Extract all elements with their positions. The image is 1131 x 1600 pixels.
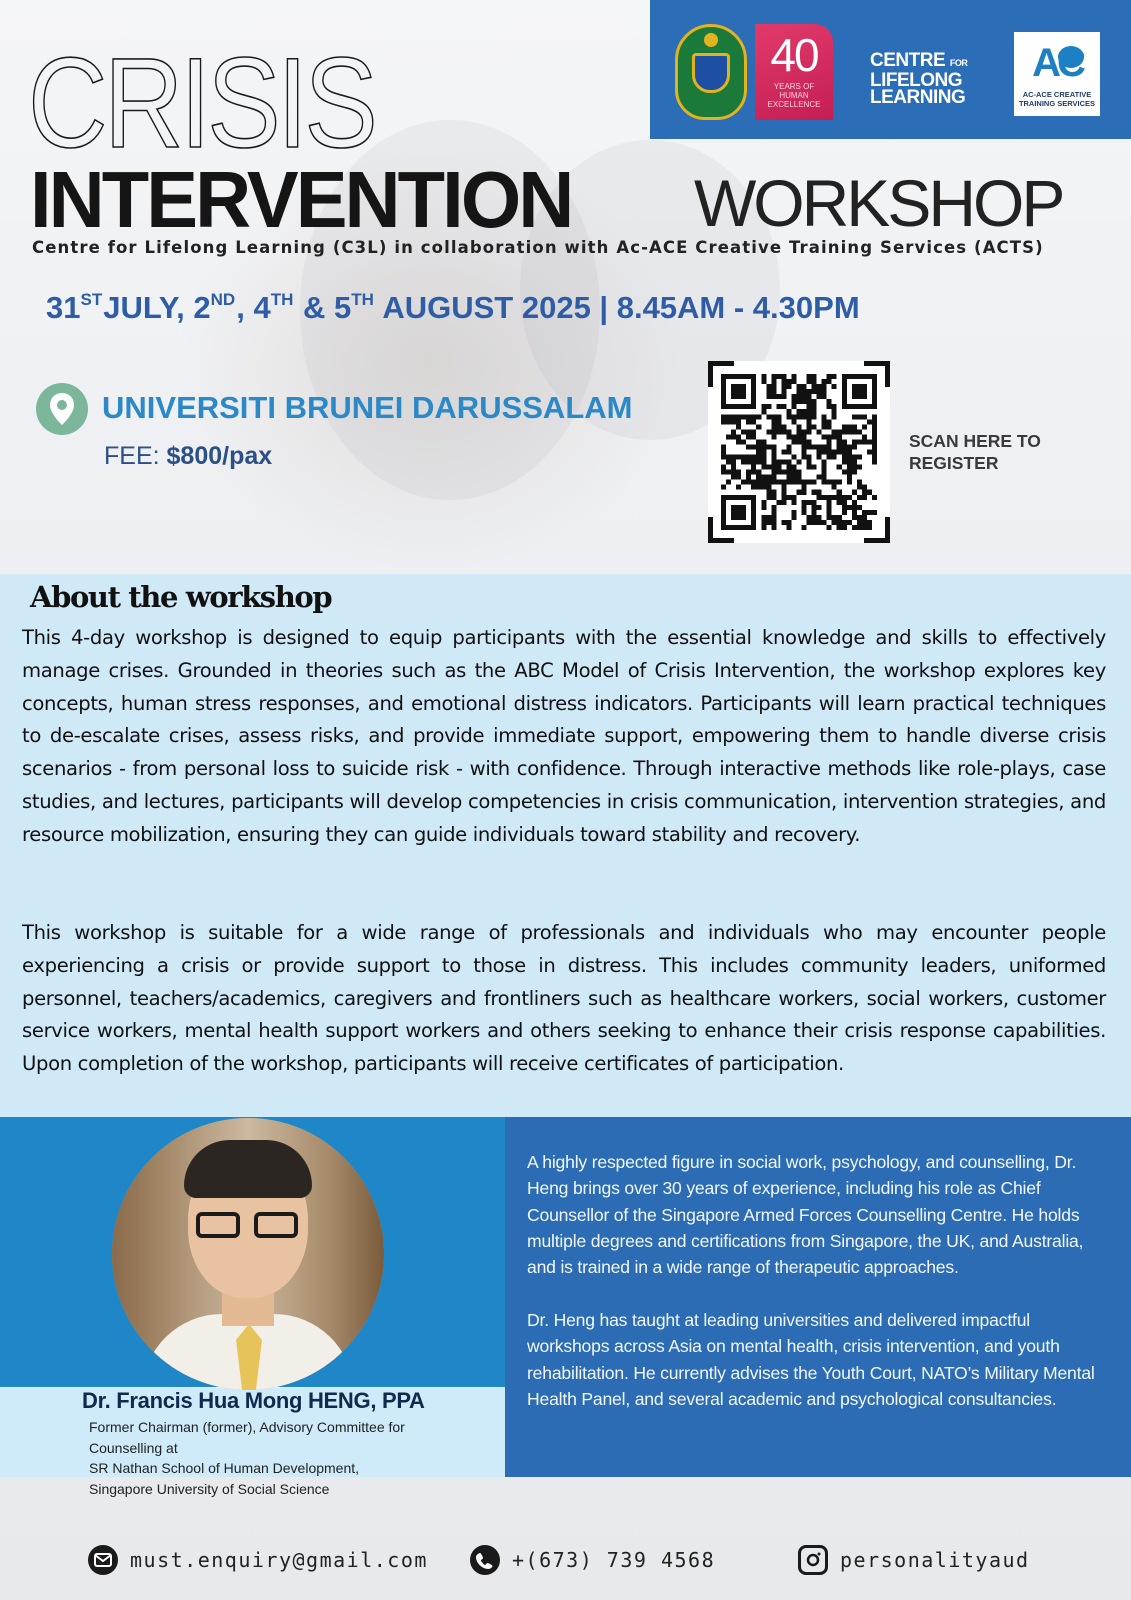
mail-icon [88, 1545, 118, 1575]
contact-phone[interactable]: +(673) 739 4568 [470, 1540, 715, 1580]
title-intervention: INTERVENTION [30, 155, 572, 244]
speaker-bio-2: Dr. Heng has taught at leading universities and delivered impactful workshops across Asia on mental health, crisis intervention, and youth rehabilitation. He currently advises the Youth Court, NATO’s Military Mental Health Panel, and several academic and psychological consultancies. [527, 1310, 1095, 1409]
scan-to-register-label: SCAN HERE TO REGISTER [909, 431, 1041, 473]
speaker-bio-1: A highly respected figure in social work, psychology, and counselling, Dr. Heng brings over 30 years of experience, including his role as Chief Counsellor of the Singapore Armed Forces Counselling Centre. He holds multiple degrees and certifications from Singapore, the UK, and Australia, and is trained in a wide range of therapeutic approaches. [527, 1152, 1084, 1278]
qr-code[interactable] [708, 361, 890, 543]
speaker-role: Former Chairman (former), Advisory Committee for Counselling at SR Nathan School of Human Development, Singapore University of Social Science [89, 1419, 405, 1497]
logo-bar [650, 0, 1131, 139]
venue: UNIVERSITI BRUNEI DARUSSALAM [102, 390, 633, 425]
subtitle: Centre for Lifelong Learning (C3L) in collaboration with Ac-ACE Creative Training Services (ACTS) [32, 238, 1044, 257]
speaker-name: Dr. Francis Hua Mong HENG, PPA [82, 1388, 425, 1413]
location-pin-icon [36, 383, 88, 435]
title-crisis: CRISIS [28, 32, 375, 175]
about-paragraph-1: This 4-day workshop is designed to equip participants with the essential knowledge and skills to effectively manage crises. Grounded in theories such as the ABC Model of Crisis Intervention, the workshop explores key concepts, human stress responses, and emotional distress indicators. Participants will learn practical techniques to de-escalate crises, assess risks, and provide immediate support, empowering them to handle diverse crisis scenarios - from personal loss to suicide risk - with confidence. Through interactive methods like role-plays, case studies, and lectures, participants will develop competencies in crisis communication, intervention strategies, and resource mobilization, ensuring they can guide individuals toward stability and recovery. [22, 626, 1106, 846]
instagram-icon [798, 1545, 828, 1575]
contact-email[interactable]: must.enquiry@gmail.com [88, 1540, 428, 1580]
fee: FEE: $800/pax [104, 442, 273, 470]
phone-icon [470, 1545, 500, 1575]
contact-instagram[interactable]: personalityaud [798, 1540, 1030, 1580]
event-dates: 31STJULY, 2ND, 4TH & 5TH AUGUST 2025 | 8.45AM - 4.30PM [46, 290, 860, 325]
centre-lifelong-learning-logo: CENTRE FOR LIFELONG LEARNING [870, 50, 968, 108]
about-section [0, 574, 1131, 1117]
about-paragraph-2: This workshop is suitable for a wide range of professionals and individuals who may encounter people experiencing a crisis or provide support to those in distress. This includes community leaders, uniformed personnel, teachers/academics, caregivers and frontliners such as healthcare workers, social workers, customer service workers, mental health support workers and others seeking to enhance their crisis response capabilities. Upon completion of the workshop, participants will receive certificates of participation. [22, 921, 1106, 1076]
speaker-bio-panel [505, 1117, 1131, 1477]
anniversary-logo: 40 YEARS OF HUMAN EXCELLENCE [755, 24, 833, 120]
acts-logo: AC AC-ACE CREATIVE TRAINING SERVICES [1014, 32, 1100, 116]
about-heading: About the workshop [30, 580, 332, 614]
ubd-crest-logo [675, 24, 747, 120]
speaker-photo [112, 1118, 384, 1390]
title-workshop: WORKSHOP [694, 166, 1063, 240]
